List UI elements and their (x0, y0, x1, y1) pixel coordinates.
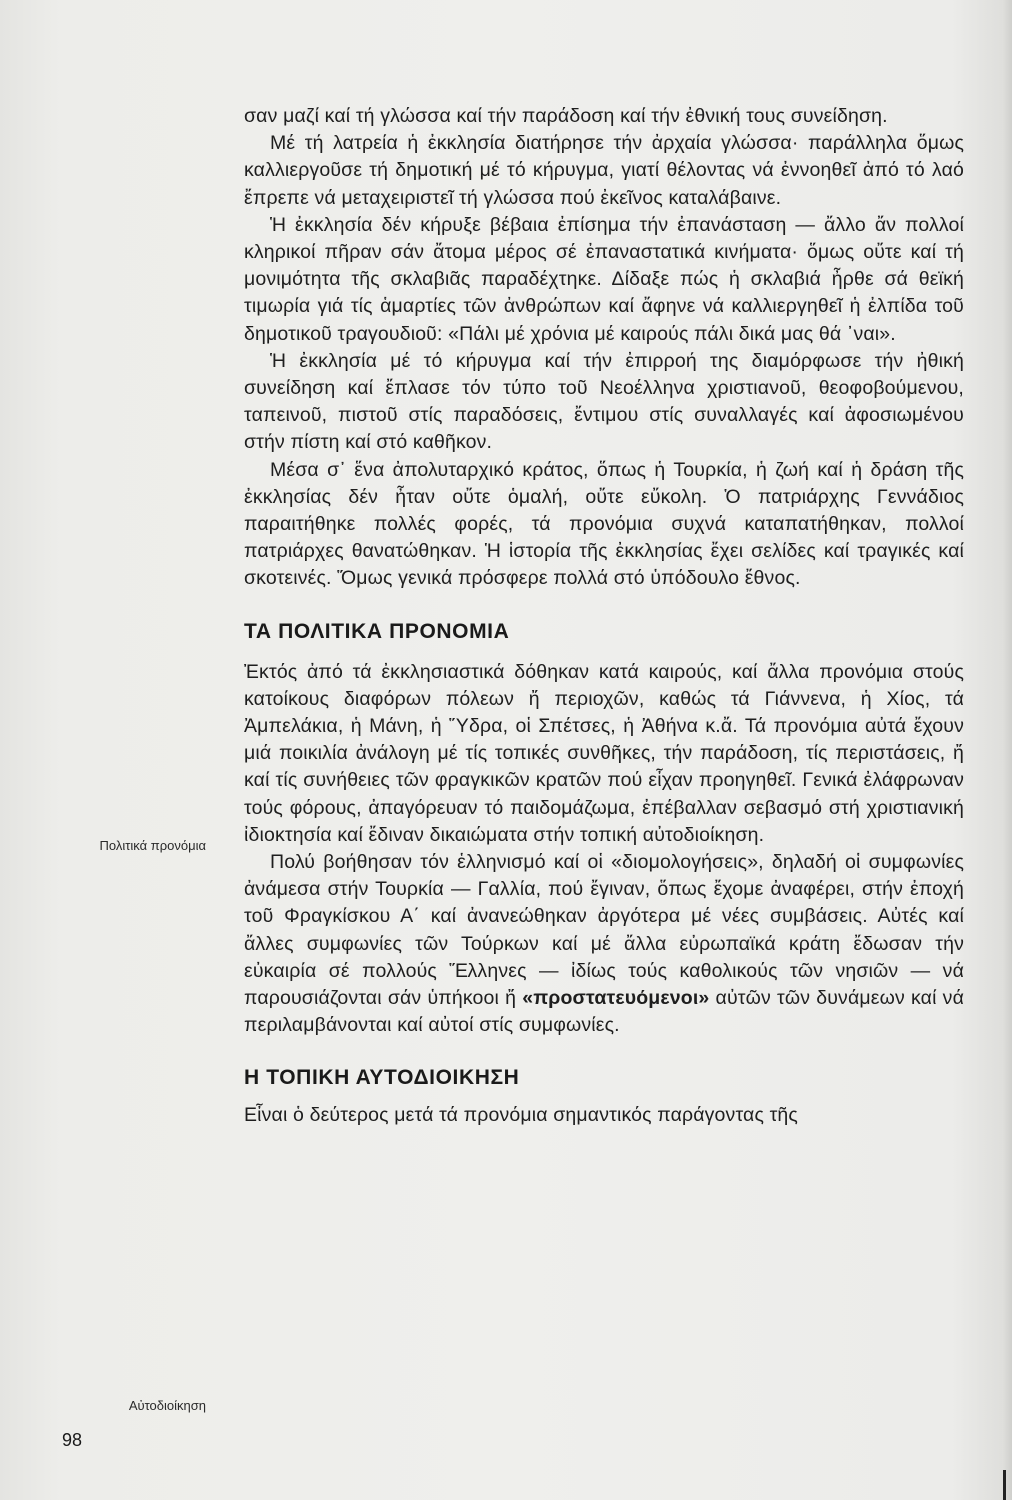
paragraph-7-text-b: αὐτῶν τῶν δυνάμεων καί νά περιλαμβάνονται καί αὐτοί στίς συμφωνίες. (244, 987, 964, 1037)
paragraph-8: Εἶναι ὁ δεύτερος μετά τά προνόμια σημαντικός παράγοντας τῆς (244, 1103, 798, 1126)
section-heading-topiki: Η ΤΟΠΙΚΗ ΑΥΤΟΔΙΟΙΚΗΣΗ (244, 1065, 520, 1089)
margin-note-autodioikisi: Αὐτοδιοίκηση (128, 1398, 206, 1413)
paragraph-5: Μέσα σ᾽ ἕνα ἀπολυταρχικό κράτος, ὅπως ἡ Τουρκία, ἡ ζωή καί ἡ δράση τῆς ἐκκλησίας δέν ἦταν οὔτε ὁμαλή, οὔτε εὔκολη. Ὁ πατριάρχης Γεννάδιος παραιτήθηκε πολλές φορές, τά προνόμια συχνά καταπατήθηκαν, πολλοί πατριάρχες θανατώθηκαν. Ἡ ἱστορία τῆς ἐκκλησίας ἔχει σελίδες καί τραγικές καί σκοτεινές. Ὅμως γενικά πρόσφερε πολλά στό ὑπόδουλο ἔθνος. (244, 458, 964, 590)
page-spine-edge (1002, 0, 1012, 1500)
section-heading-politika: ΤΑ ΠΟΛΙΤΙΚΑ ΠΡΟΝΟΜΙΑ (244, 619, 510, 643)
paragraph-1: σαν μαζί καί τή γλώσσα καί τήν παράδοση καί τήν ἐθνική τους συνείδηση. (244, 105, 888, 127)
margin-note-politika: Πολιτικά προνόμια (99, 838, 206, 853)
paragraph-6: Ἐκτός ἀπό τά ἐκκλησιαστικά δόθηκαν κατά καιρούς, καί ἄλλα προνόμια στούς κατοίκους διαφόρων πόλεων ἤ περιοχῶν, καθώς τά Γιάννενα, ἡ Χίος, τά Ἀμπελάκια, ἡ Μάνη, ἡ Ὕδρα, οἱ Σπέτσες, ἡ Ἀθήνα κ.ἄ. Τά προνόμια αὐτά ἔχουν μιά ποικιλία ἀνάλογη μέ τίς τοπικές συνθῆκες, τήν παράδοση, τίς περιστάσεις, ἤ καί τίς συνήθειες τῶν φραγκικῶν κρατῶν πού εἶχαν προηγηθεῖ. Γενικά ἐλάφρωναν τούς φόρους, ἀπαγόρευαν τό παιδομάζωμα, ἐπέβαλλαν σεβασμό στή χριστιανική ἰδιοκτησία καί ἔδιναν δικαιώματα στήν τοπική αὐτοδιοίκηση. (244, 660, 964, 846)
spine-mark (1003, 1470, 1006, 1500)
paragraph-4: Ἡ ἐκκλησία μέ τό κήρυγμα καί τήν ἐπιρροή της διαμόρφωσε τήν ἠθική συνείδηση καί ἔπλασε τόν τύπο τοῦ Νεοέλληνα χριστιανοῦ, θεοφοβούμενου, ταπεινοῦ, πιστοῦ στίς παραδόσεις, ἔντιμου στίς συναλλαγές καί ἀφοσιωμένου στήν πίστη καί στό καθῆκον. (244, 349, 964, 454)
paragraph-7-bold-term: «προστατευόμενοι» (522, 987, 710, 1010)
page-number: 98 (62, 1430, 83, 1450)
paragraph-2: Μέ τή λατρεία ἡ ἐκκλησία διατήρησε τήν ἀρχαία γλώσσα· παράλληλα ὅμως καλλιεργοῦσε τή δημοτική μέ τό κήρυγμα, γιατί θέλοντας νά ἐννοηθεῖ ἀπό τό λαό ἔπρεπε νά μεταχειριστεῖ τή γλώσσα πού ἐκεῖνος καταλάβαινε. (244, 132, 964, 209)
main-text-column (244, 103, 964, 1129)
paragraph-3: Ἡ ἐκκλησία δέν κήρυξε βέβαια ἐπίσημα τήν ἐπανάσταση — ἄλλο ἄν πολλοί κληρικοί πῆραν σάν ἄτομα μέρος σέ ἐπαναστατικά κινήματα· ὅμως οὔτε καί τή μονιμότητα τῆς σκλαβιᾶς παραδέχτηκε. Δίδαξε πώς ἡ σκλαβιά ἦρθε σά θεϊκή τιμωρία γιά τίς ἁμαρτίες τῶν ἀνθρώπων καί ἄφηνε νά καλλιεργηθεῖ ἡ ἐλπίδα τοῦ δημοτικοῦ τραγουδιοῦ: «Πάλι μέ χρόνια μέ καιρούς πάλι δικά μας θά ᾽ναι». (244, 213, 964, 345)
paragraph-7 (244, 849, 964, 1039)
paragraph-7-text-a: Πολύ βοήθησαν τόν ἑλληνισμό καί οἱ «διομολογήσεις», δηλαδή οἱ συμφωνίες ἀνάμεσα στήν Τουρκία — Γαλλία, πού ἔγιναν, ὅπως ἔχομε ἀναφέρει, στήν ἐποχή τοῦ Φραγκίσκου Α΄ καί ἀνανεώθηκαν ἀργότερα μέ νέες συμβάσεις. Αὐτές καί ἄλλες συμφωνίες τῶν Τούρκων καί μέ ἄλλα εὐρωπαϊκά κράτη ἔδωσαν τήν εὐκαιρία σέ πολλούς Ἕλληνες — ἰδίως τούς καθολικούς τῶν νησιῶν — νά παρουσιάζονται σάν ὑπήκοοι ἤ (244, 851, 964, 1010)
